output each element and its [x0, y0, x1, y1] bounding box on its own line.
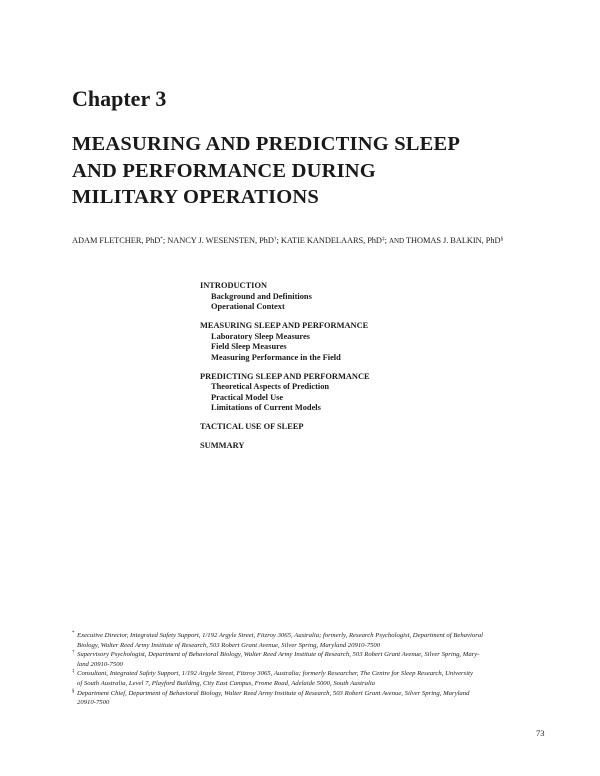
outline-heading: SUMMARY — [200, 441, 245, 450]
outline-section — [200, 321, 370, 363]
outline-item: Laboratory Sleep Measures — [211, 331, 310, 341]
outline-section — [200, 281, 370, 313]
outline-heading: TACTICAL USE OF SLEEP — [200, 422, 304, 431]
author-4: THOMAS J. BALKIN, PhD — [405, 236, 501, 245]
author-separator: ; — [384, 236, 387, 245]
outline-item: Field Sleep Measures — [211, 342, 287, 351]
outline-section — [200, 441, 370, 452]
outline-item: Background and Definitions — [211, 291, 312, 301]
page-number: 73 — [536, 728, 545, 738]
footnote-mark: * — [72, 631, 75, 636]
outline-heading: MEASURING SLEEP AND PERFORMANCE — [200, 321, 369, 330]
chapter-outline — [200, 281, 370, 460]
footnote — [72, 689, 562, 708]
author-3-mark: ‡ — [381, 236, 385, 242]
author-1-mark: * — [160, 236, 163, 242]
footnote-line: land 20910-7500 — [77, 660, 123, 668]
chapter-label: Chapter 3 — [72, 86, 167, 111]
outline-section — [200, 422, 370, 433]
outline-item: Theoretical Aspects of Prediction — [211, 382, 330, 391]
outline-heading: INTRODUCTION — [200, 281, 268, 290]
chapter-title — [72, 131, 552, 211]
footnote-line: Biology, Walter Reed Army Institute of Research, 503 Robert Grant Avenue, Silver Spring, Maryland 20910-7500 — [77, 641, 381, 649]
footnote-line: of South Australia, Level 7, Playford Building, City East Campus, Frome Road, Adelaide 5000, South Australia — [77, 679, 376, 687]
footnote-line: Executive Director, Integrated Safety Support, 1/192 Argyle Street, Fitzroy 3065, Australia; formerly, Research Psychologist, Department of Behavioral — [77, 632, 483, 639]
footnote-line: Department Chief, Department of Behavioral Biology, Walter Reed Army Institute of Research, 503 Robert Grant Avenue, Silver Spring, Maryland — [77, 689, 470, 697]
footnote — [72, 669, 562, 688]
footnote-mark: † — [72, 650, 75, 656]
author-2: NANCY J. WESENSTEN, PhD — [167, 236, 274, 245]
outline-item: Practical Model Use — [211, 392, 284, 402]
title-line-2: AND PERFORMANCE DURING — [72, 159, 376, 182]
footnote — [72, 650, 562, 669]
title-line-1: MEASURING AND PREDICTING SLEEP — [72, 133, 461, 155]
author-footnotes — [72, 631, 562, 708]
outline-item: Operational Context — [211, 302, 285, 311]
footnote — [72, 631, 562, 650]
footnote-line: 20910-7500 — [77, 699, 110, 707]
author-separator: ; — [276, 236, 279, 245]
outline-item: Measuring Performance in the Field — [211, 352, 341, 362]
footnote-mark: § — [72, 688, 75, 694]
author-3: KATIE KANDELAARS, PhD — [280, 236, 382, 245]
outline-heading: PREDICTING SLEEP AND PERFORMANCE — [200, 371, 370, 381]
footnote-line: Consultant, Integrated Safety Support, 1/192 Argyle Street, Fitzroy 3065, Australia; formerly Researcher, The Centre for Sleep Research, University — [77, 670, 473, 678]
outline-item: Limitations of Current Models — [211, 403, 321, 412]
outline-section — [200, 372, 370, 414]
author-2-mark: † — [273, 236, 277, 242]
title-line-3: MILITARY OPERATIONS — [72, 186, 320, 208]
author-1: ADAM FLETCHER, PhD — [72, 236, 161, 245]
author-and: AND — [388, 237, 404, 245]
author-list — [72, 236, 552, 245]
footnote-mark: ‡ — [72, 669, 75, 675]
author-separator: ; — [162, 236, 166, 245]
author-4-mark: § — [500, 236, 504, 242]
footnote-line: Supervisory Psychologist, Department of Behavioral Biology, Walter Reed Army Institute of Research, 503 Robert Grant Avenue, Silver Spring, Mary- — [77, 651, 480, 659]
